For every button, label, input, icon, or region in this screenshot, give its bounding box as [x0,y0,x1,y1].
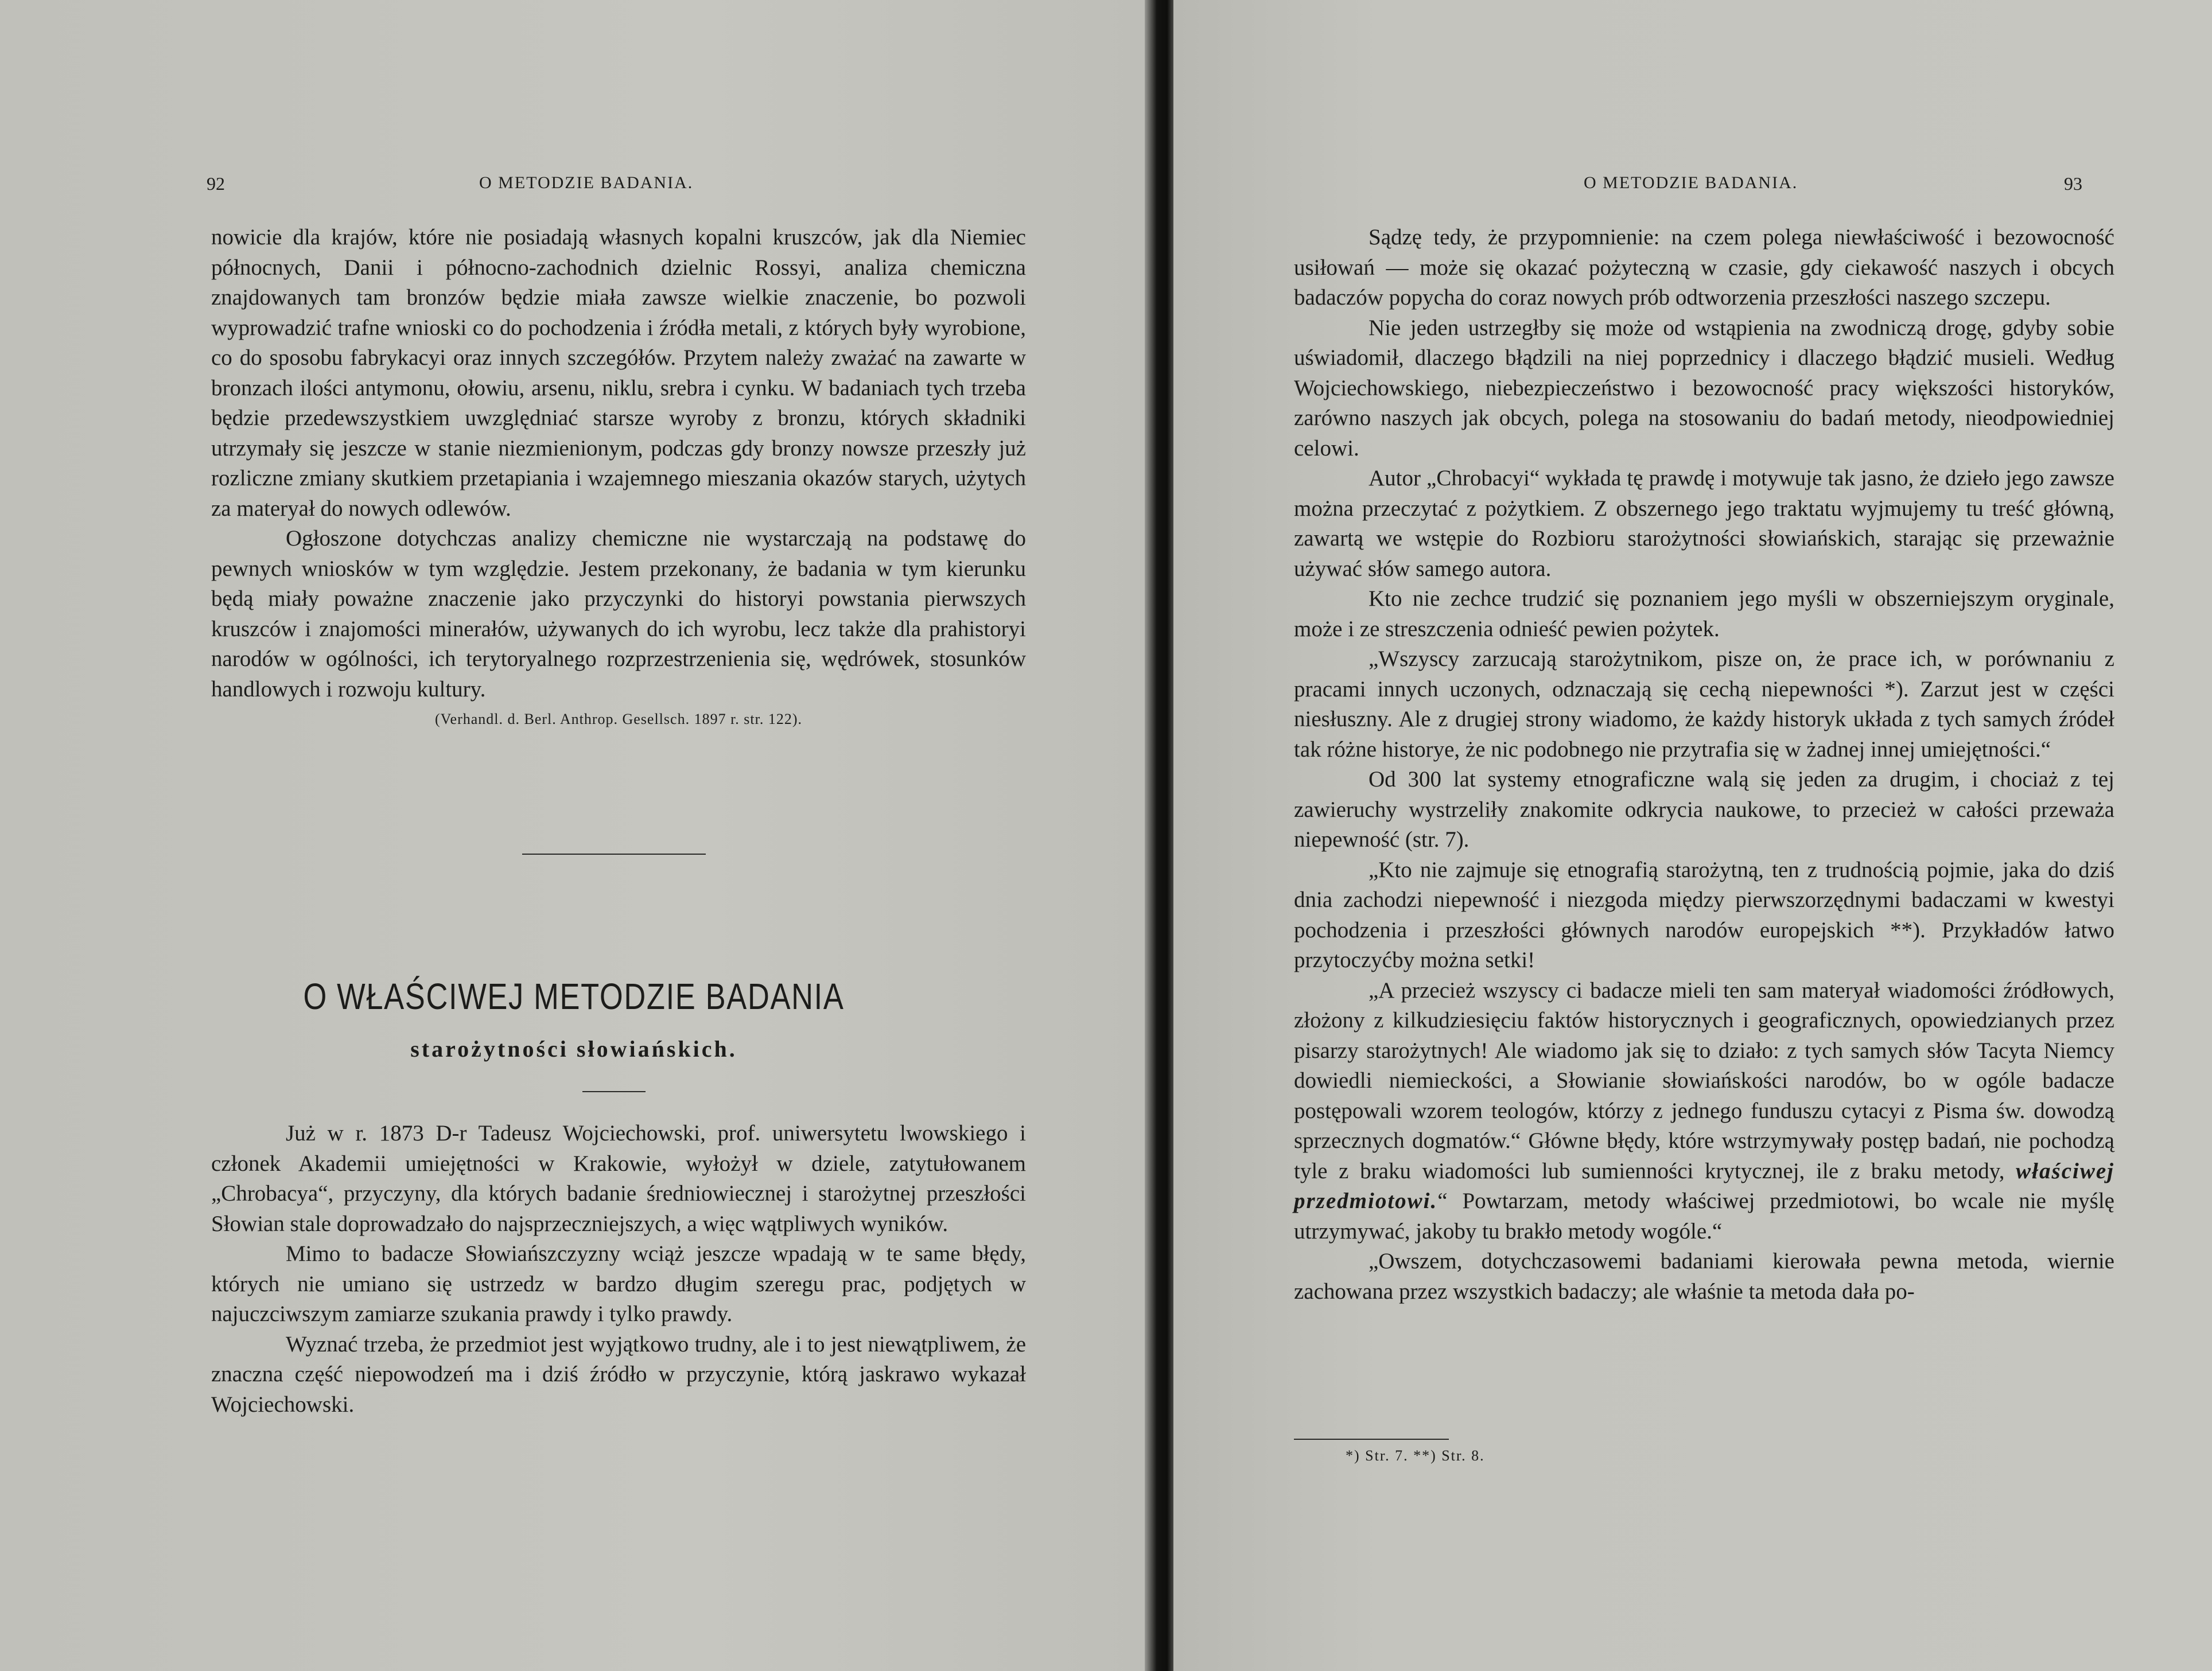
footnote: *) Str. 7. **) Str. 8. [1346,1447,1485,1464]
paragraph: „Kto nie zajmuje się etnografią starożytną, ten z trudnością pojmie, jaka do dziś dnia zachodzi niepewność i niezgoda między pierwszorzędnymi badaczami w kwestyi pochodzenia i przeszłości głównych narodów europejskich **). Przykładów łatwo przytoczyćby można setki! [1294,857,2114,972]
right-text [1294,223,2114,1307]
paragraph: Mimo to badacze Słowiańszczyzny wciąż jeszcze wpadają w te same błędy, których nie umiano się ustrzedz w bardzo długim szeregu prac, podjętych w najuczciwszym zamiarze szukania prawdy i tylko prawdy. [211,1241,1026,1326]
paragraph: Od 300 lat systemy etnograficzne walą się jeden za drugim, i chociaż z tej zawieruchy wystrzeliły znakomite odkrycia naukowe, to przecież w całości przeważa niepewność (str. 7). [1294,767,2114,852]
paragraph: Nie jeden ustrzegłby się może od wstąpienia na zwodniczą drogę, gdyby sobie uświadomił, dlaczego błądzili na niej poprzednicy i dlaczego błądzić musieli. Według Wojciechowskiego, niebezpieczeństwo i bezowocność pracy większości historyków, zarówno naszych jak obcych, polega na stosowaniu do badań metody, nieodpowiedniej celowi. [1294,315,2114,461]
right-page [1173,0,2212,1671]
section-subtitle: starożytności słowiańskich. [410,1036,737,1062]
running-head: O METODZIE BADANIA. [1584,173,1798,192]
paragraph-with-emphasis [1294,976,2114,1247]
paragraph: Już w r. 1873 D-r Tadeusz Wojciechowski, prof. uniwersytetu lwowskiego i członek Akademii umiejętności w Krakowie, wyłożył w dziele, zatytułowanem „Chrobacya“, przyczyny, dla których badanie średniowiecznej i starożytnej przeszłości Słowian stale doprowadzało do najsprzeczniejszych, a więc wątpliwych wyników. [211,1121,1026,1236]
paragraph: Kto nie zechce trudzić się poznaniem jego myśli w obszerniejszym oryginale, może i ze streszczenia odnieść pewien pożytek. [1294,586,2114,641]
paragraph: „Wszyscy zarzucają starożytnikom, pisze on, że prace ich, w porównaniu z pracami innych uczonych, odznaczają się cechą niepewności *). Zarzut jest w części niesłuszny. Ale z drugiej strony wiadomo, że każdy historyk układa z tych samych źródeł tak różne historye, że nic podobnego nie przytrafia się w żadnej innej umiejętności.“ [1294,646,2114,762]
left-top-text [211,223,1026,735]
paragraph-text: „A przecież wszyscy ci badacze mieli ten sam materyał wiadomości źródłowych, złożony z kilkudziesięciu faktów historycznych i geograficznych, opowiedzianych przez pisarzy starożytnych! Ale wiadomo jak się to działo: z tych samych słów Tacyta Niemcy dowiedli niemieckości, a Słowianie słowiańskości narodów, bo w ogóle badacze postępowali wzorem teologów, którzy z jednego funduszu cytacyi z Pisma św. dowodzą sprzecznych dogmatów.“ Główne błędy, które wstrzymywały postęp badań, nie pochodzą tyle z braku wiadomości lub sumienności krytycznej, ile z braku metody, [1294,977,2114,1183]
paragraph: „Owszem, dotychczasowemi badaniami kierowała pewna metoda, wiernie zachowana przez wszystkich badaczy; ale właśnie ta metoda dała po- [1294,1249,2114,1304]
citation: (Verhandl. d. Berl. Anthrop. Gesellsch. 1897 r. str. 122). [434,711,803,727]
footnote-rule [1294,1439,1449,1440]
left-bottom-text [211,1119,1026,1420]
paragraph-text: “ Powtarzam, metody właściwej przedmiotowi, bo wcale nie myślę utrzymywać, jakoby tu brakło metody wogóle.“ [1294,1189,2114,1244]
running-head: O METODZIE BADANIA. [479,173,694,192]
paragraph: Wyznać trzeba, że przedmiot jest wyjątkowo trudny, ale i to jest niewątpliwem, że znaczna część niepowodzeń ma i dziś źródło w przyczynie, którą jaskrawo wykazał Wojciechowski. [211,1331,1026,1417]
emphasis-text: właściwej przedmiotowi. [1294,1158,2115,1213]
paragraph: nowicie dla krajów, które nie posiadają własnych kopalni kruszców, jak dla Niemiec północnych, Danii i północno-zachodnich dzielnic Rossyi, analiza chemiczna znajdowanych tam bronzów będzie miała zawsze wielkie znaczenie, bo pozwoli wyprowadzić trafne wnioski co do pochodzenia i źródła metali, z których były wyrobione, co do sposobu fabrykacyi oraz innych szczegółów. Przytem należy zważać na zawarte w bronzach ilości antymonu, ołowiu, arsenu, niklu, srebra i cynku. W badaniach tych trzeba będzie przedewszystkiem uwzględniać starsze wyroby z bronzu, których składniki utrzymały się jeszcze w stanie niezmienionym, podczas gdy bronzy nowsze przeszły już rozliczne zmiany skutkiem przetapiania i wzajemnego mieszania okazów starych, użytych za materyał do nowych odlewów. [211,225,1026,521]
paragraph: Ogłoszone dotychczas analizy chemiczne nie wystarczają na podstawę do pewnych wniosków w tym względzie. Jestem przekonany, że badania w tym kierunku będą miały poważne znaczenie jako przyczynki do historyi powstania pierwszych kruszców i znajomości minerałów, używanych do ich wyrobu, lecz także dla prahistoryi narodów w ogólności, ich terytoryalnego rozprzestrzenienia się, wędrówek, stosunków handlowych i rozwoju kultury. [211,526,1026,702]
section-divider [522,854,706,855]
paragraph: Autor „Chrobacyi“ wykłada tę prawdę i motywuje tak jasno, że dzieło jego zawsze można przeczytać z pożytkiem. Z obszernego jego traktatu wyjmujemy tu treść główną, zawartą we wstępie do Rozbioru starożytności słowiańskich, starając się przeważnie używać słów samego autora. [1294,466,2114,581]
title-divider [582,1091,646,1092]
section-title: O WŁAŚCIWEJ METODZIE BADANIA [303,976,845,1017]
paragraph: Sądzę tedy, że przypomnienie: na czem polega niewłaściwość i bezowocność usiłowań — może się okazać pożyteczną w czasie, gdy ciekawość naszych i obcych badaczów popycha do coraz nowych prób odtworzenia przeszłości naszego szczepu. [1294,225,2114,310]
page-number: 93 [2064,173,2082,194]
page-number: 92 [207,173,225,194]
